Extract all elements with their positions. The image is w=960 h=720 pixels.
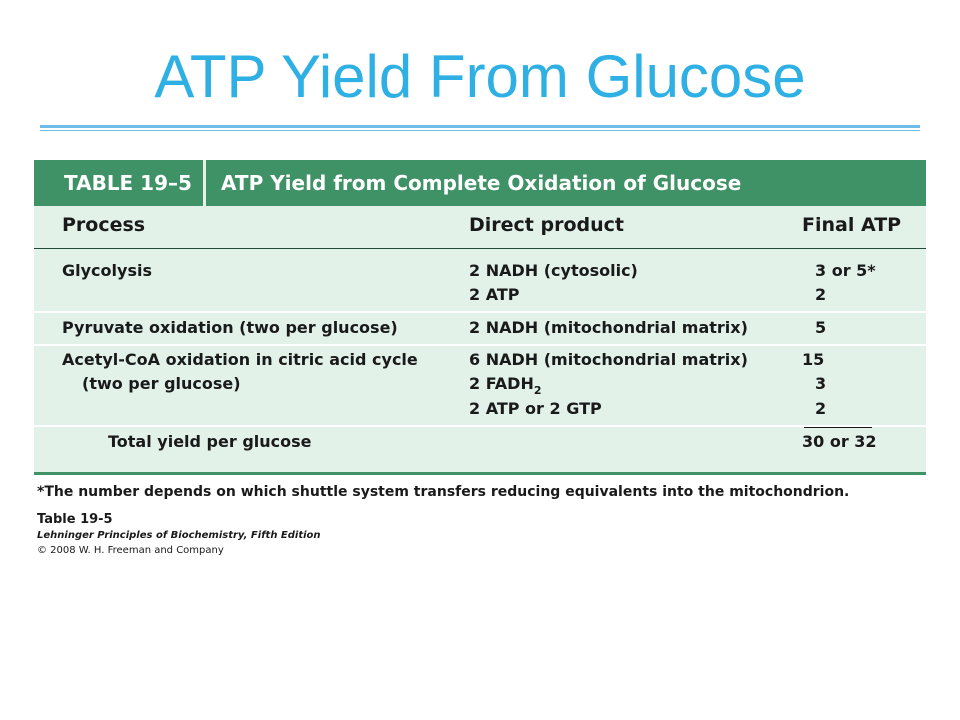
credit-book-title: Lehninger Principles of Biochemistry, Fifth Edition	[37, 530, 321, 541]
row-pyruvate-atp: 5	[815, 318, 827, 337]
row-glycolysis-product-1: 2 NADH (cytosolic)	[469, 261, 638, 280]
row-divider	[34, 311, 926, 313]
column-header-final-atp: Final ATP	[802, 214, 902, 236]
row-glycolysis-product-2: 2 ATP	[469, 285, 520, 304]
atp-yield-table	[34, 206, 926, 475]
row-pyruvate-product: 2 NADH (mitochondrial matrix)	[469, 318, 748, 337]
row-glycolysis-process: Glycolysis	[62, 261, 152, 280]
row-pyruvate-process: Pyruvate oxidation (two per glucose)	[62, 318, 398, 337]
title-divider	[40, 125, 920, 131]
credit-copyright: © 2008 W. H. Freeman and Company	[37, 545, 224, 556]
row-acetyl-coa-atp-3: 2	[815, 399, 827, 418]
row-divider	[34, 344, 926, 346]
row-glycolysis-atp-1: 3 or 5*	[815, 261, 876, 280]
header-divider	[34, 248, 926, 249]
credit-table-label: Table 19-5	[37, 512, 113, 527]
row-acetyl-coa-product-3: 2 ATP or 2 GTP	[469, 399, 602, 418]
row-divider	[34, 425, 926, 427]
total-label: Total yield per glucose	[108, 432, 312, 451]
row-acetyl-coa-product-2: 2 $FADH_2$	[469, 374, 542, 397]
fadh-subscript: 2	[533, 384, 542, 397]
row-acetyl-coa-product-1: 6 NADH (mitochondrial matrix)	[469, 350, 748, 369]
column-header-process: Process	[62, 214, 146, 236]
row-acetyl-coa-process-2: (two per glucose)	[82, 374, 241, 393]
table-number: TABLE 19–5	[34, 160, 206, 206]
column-header-direct-product: Direct product	[469, 214, 624, 236]
table-header-bar	[34, 160, 926, 206]
table-caption: ATP Yield from Complete Oxidation of Glucose	[221, 171, 742, 195]
total-value: 30 or 32	[802, 432, 877, 451]
sum-line	[804, 427, 872, 428]
row-acetyl-coa-atp-1: 15	[802, 350, 825, 369]
slide-title: ATP Yield From Glucose	[154, 43, 806, 110]
row-glycolysis-atp-2: 2	[815, 285, 827, 304]
table-footnote: *The number depends on which shuttle system transfers reducing equivalents into the mitochondrion.	[37, 484, 850, 500]
row-acetyl-coa-atp-2: 3	[815, 374, 827, 393]
row-acetyl-coa-process-1: Acetyl-CoA oxidation in citric acid cycle	[62, 350, 418, 369]
